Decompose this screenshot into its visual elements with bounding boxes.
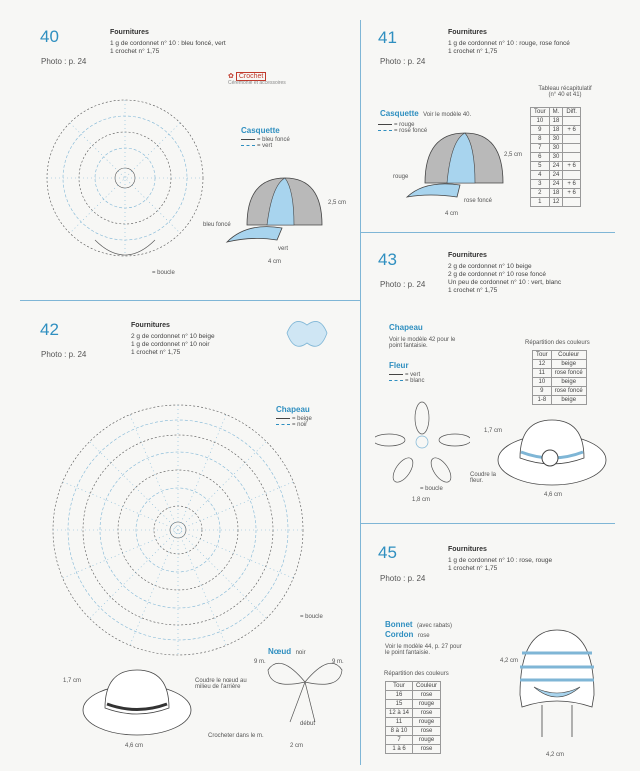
supply-line: 1 g de cordonnet n° 10 : rouge, rose foncé [448,40,570,47]
color-label: rose foncé [464,198,493,204]
section-note: Voir le modèle 44, p. 27 pour le point fantaisie. [385,644,462,656]
legend-item: = rose foncé [394,128,428,134]
table-cell: 15 [386,700,413,709]
table-cell: 18 [549,189,563,198]
table-cell: 24 [549,171,563,180]
supplies-list [448,40,570,56]
width-label: 4,6 cm [544,492,563,498]
table-header-cell: Tour [531,108,550,117]
height-label: 1,7 cm [63,678,82,684]
table-row [531,153,581,162]
supply-line: 1 crochet n° 1,75 [110,48,160,56]
table-cell: 10 [531,117,550,126]
legend-item: = bleu foncé [257,137,290,143]
table-cell: 12 [549,198,563,207]
table-cell: rose [413,727,441,736]
divider-41-43 [360,232,615,233]
divider-40-42 [20,300,360,301]
width-label: 4,2 cm [546,752,565,758]
table-cell: 3 [531,180,550,189]
table-cell [563,135,581,144]
table-header-cell: Tour [386,682,413,691]
width-label: 4,6 cm [125,743,144,749]
section-header [380,103,471,121]
table-row [531,126,581,135]
height-label: 4,2 cm [500,658,519,664]
section-note: Voir le modèle 42 pour le point fantaisie. [389,337,456,349]
pattern-number: 40 [40,27,59,46]
legend-item: = blanc [405,378,425,384]
supplies-title: Fournitures [448,546,487,553]
table-title: Tableau récapitulatif (n° 40 et 41) [538,86,592,98]
supplies-list [110,40,226,56]
table-cell: rouge [413,736,441,745]
color-table [385,681,441,754]
section-title: Casquette [241,126,280,135]
loop-label: = boucle [300,614,323,620]
table-header-cell: Tour [533,351,552,360]
table-row [386,727,441,736]
knot-width: 2 cm [290,743,304,749]
table-cell [563,153,581,162]
supply-line: 2 g de cordonnet n° 10 beige [131,333,215,340]
table-row [533,369,587,378]
cap-illustration-40 [222,170,332,250]
height-label: 2,5 cm [328,200,347,206]
pattern-number: 41 [378,28,397,47]
cap-chart-40 [45,90,210,275]
table-cell: 6 [531,153,550,162]
color-label: rouge [393,174,409,180]
table-cell: 8 à 10 [386,727,413,736]
table-cell: 30 [549,135,563,144]
table-cell: 11 [386,718,413,727]
section-note: Voir le modèle 40. [423,112,472,118]
table-row [386,691,441,700]
logo-subtitle: Cérémonie et accessoires [228,80,286,86]
table-cell: + 6 [563,180,581,189]
table-cell: 30 [549,153,563,162]
start-label: début [300,721,316,727]
table-cell: rose [413,691,441,700]
legend-line-icon [389,374,403,375]
photo-ref: Photo : p. 24 [380,280,426,289]
table-cell: rose foncé [551,387,586,396]
table-cell [563,144,581,153]
table-cell: 1-8 [533,396,552,405]
supplies-list [131,333,215,357]
supplies-title: Fournitures [448,252,487,259]
table-row [386,700,441,709]
table-header-cell: M. [549,108,563,117]
supply-line: 1 crochet n° 1,75 [131,349,181,357]
table-cell: beige [551,360,586,369]
table-cell [563,117,581,126]
legend [241,137,290,149]
supplies-title: Fournitures [448,29,487,36]
color-label: vert [278,246,289,252]
photo-ref: Photo : p. 24 [380,57,426,66]
table-cell: 18 [549,117,563,126]
table-cell: 1 [531,198,550,207]
table-row [531,135,581,144]
sew-note: Coudre la fleur. [470,472,497,484]
table-cell: 16 [386,691,413,700]
table-cell: 24 [549,162,563,171]
legend-line-icon [378,124,392,125]
crochet-note: Crocheter dans le m. [208,733,264,739]
table-header-cell: Diff. [563,108,581,117]
legend-item: = rouge [394,122,415,128]
supplies-title: Fournitures [131,322,170,329]
supplies-list [448,557,552,573]
section-note: (avec rabats) [417,623,453,629]
table-cell: 24 [549,180,563,189]
supply-line: 1 crochet n° 1,75 [448,565,498,573]
supply-line: 2 g de cordonnet n° 10 rose foncé [448,271,547,279]
table-row [531,189,581,198]
color-table [532,350,587,405]
loop-label: = boucle [152,270,175,276]
section-title: Chapeau [276,405,310,414]
height-label: 2,5 cm [504,152,523,158]
table-title: Répartition des couleurs [384,671,449,677]
supply-line: 1 g de cordonnet n° 10 : bleu foncé, vert [110,40,226,47]
hat-chart-42 [48,400,310,662]
supply-line: 1 g de cordonnet n° 10 noir [131,341,210,349]
hat-illustration-43 [495,412,610,492]
table-row [386,736,441,745]
table-cell [563,198,581,207]
knot-title: Nœud [268,647,292,656]
legend [389,372,425,384]
table-cell: rose [413,745,441,754]
table-cell: 7 [386,736,413,745]
table-cell: 30 [549,144,563,153]
hat-illustration-42 [80,660,195,740]
width-label: 4 cm [268,259,282,265]
legend-item: = vert [257,143,273,149]
table-cell: 7 [531,144,550,153]
loop-label: = boucle [420,486,443,492]
photo-ref: Photo : p. 24 [41,57,87,66]
table-cell: 18 [549,126,563,135]
table-cell: rose [413,709,441,718]
pattern-number: 45 [378,543,397,562]
supplies-list [448,263,561,296]
sew-note: Coudre le nœud au milieu de l'arrière [195,678,247,690]
supply-line: Un peu de cordonnet n° 10 : vert, blanc [448,279,562,287]
table-cell: 1 à 6 [386,745,413,754]
bonnet-illustration [512,625,602,745]
table-cell: 9 [533,387,552,396]
pattern-number: 42 [40,320,59,339]
table-row [531,144,581,153]
table-header-cell: Couleur [551,351,586,360]
cordon-title: Cordon [385,630,414,639]
legend-line-icon [241,145,255,146]
table-row [531,162,581,171]
table-cell: 8 [531,135,550,144]
flower-title: Fleur [389,361,409,370]
summary-table [530,107,581,207]
logo-text: Crochet [236,72,267,81]
table-cell: 2 [531,189,550,198]
height-label: 1,7 cm [484,428,503,434]
legend-item: = vert [405,372,421,378]
table-row [386,709,441,718]
knot-stitches: 9 m. [332,659,344,665]
supply-line: 2 g de cordonnet n° 10 beige [448,263,532,270]
table-row [386,745,441,754]
section-title: Casquette [380,109,419,118]
table-cell: 5 [531,162,550,171]
table-row [533,360,587,369]
section-title: Bonnet [385,620,413,629]
pattern-number: 43 [378,250,397,269]
legend-line-icon [241,139,255,140]
table-row [531,171,581,180]
table-cell: beige [551,378,586,387]
table-cell: 4 [531,171,550,180]
cordon-header [385,624,430,642]
table-cell: + 6 [563,162,581,171]
legend-item: = noir [292,422,308,428]
table-row [531,180,581,189]
table-cell: rouge [413,718,441,727]
table-header-cell: Couleur [413,682,441,691]
legend-line-icon [389,380,403,381]
table-title: Répartition des couleurs [525,340,590,346]
flower-chart [375,400,470,490]
knot-stitches: 9 m. [254,659,266,665]
bow-motif-icon [282,313,332,358]
table-cell: 12 à 14 [386,709,413,718]
supplies-title: Fournitures [110,29,149,36]
logo: ✿ Crochet Cérémonie et accessoires [228,73,286,86]
table-cell: 12 [533,360,552,369]
legend-item: = beige [292,416,312,422]
table-cell: rose foncé [551,369,586,378]
table-cell: + 6 [563,126,581,135]
table-cell: 10 [533,378,552,387]
table-cell: 9 [531,126,550,135]
photo-ref: Photo : p. 24 [41,350,87,359]
cap-illustration-41 [405,125,515,210]
table-cell: + 6 [563,189,581,198]
flower-width: 1,8 cm [412,497,431,503]
table-cell [563,171,581,180]
knot-color: noir [295,650,306,656]
table-cell: 11 [533,369,552,378]
vertical-divider [360,20,361,765]
table-row [533,396,587,405]
table-row [531,117,581,126]
legend-line-icon [378,130,392,131]
table-row [531,198,581,207]
table-row [386,718,441,727]
section-title: Chapeau [389,323,423,332]
table-cell: rouge [413,700,441,709]
divider-43-45 [360,523,615,524]
supply-line: 1 g de cordonnet n° 10 : rose, rouge [448,557,553,564]
cordon-color: rose [417,633,430,639]
width-label: 4 cm [445,211,459,217]
table-row [533,387,587,396]
photo-ref: Photo : p. 24 [380,574,426,583]
color-label: bleu foncé [203,222,231,228]
table-cell: beige [551,396,586,405]
table-row [533,378,587,387]
supply-line: 1 crochet n° 1,75 [448,287,498,295]
supply-line: 1 crochet n° 1,75 [448,48,498,56]
